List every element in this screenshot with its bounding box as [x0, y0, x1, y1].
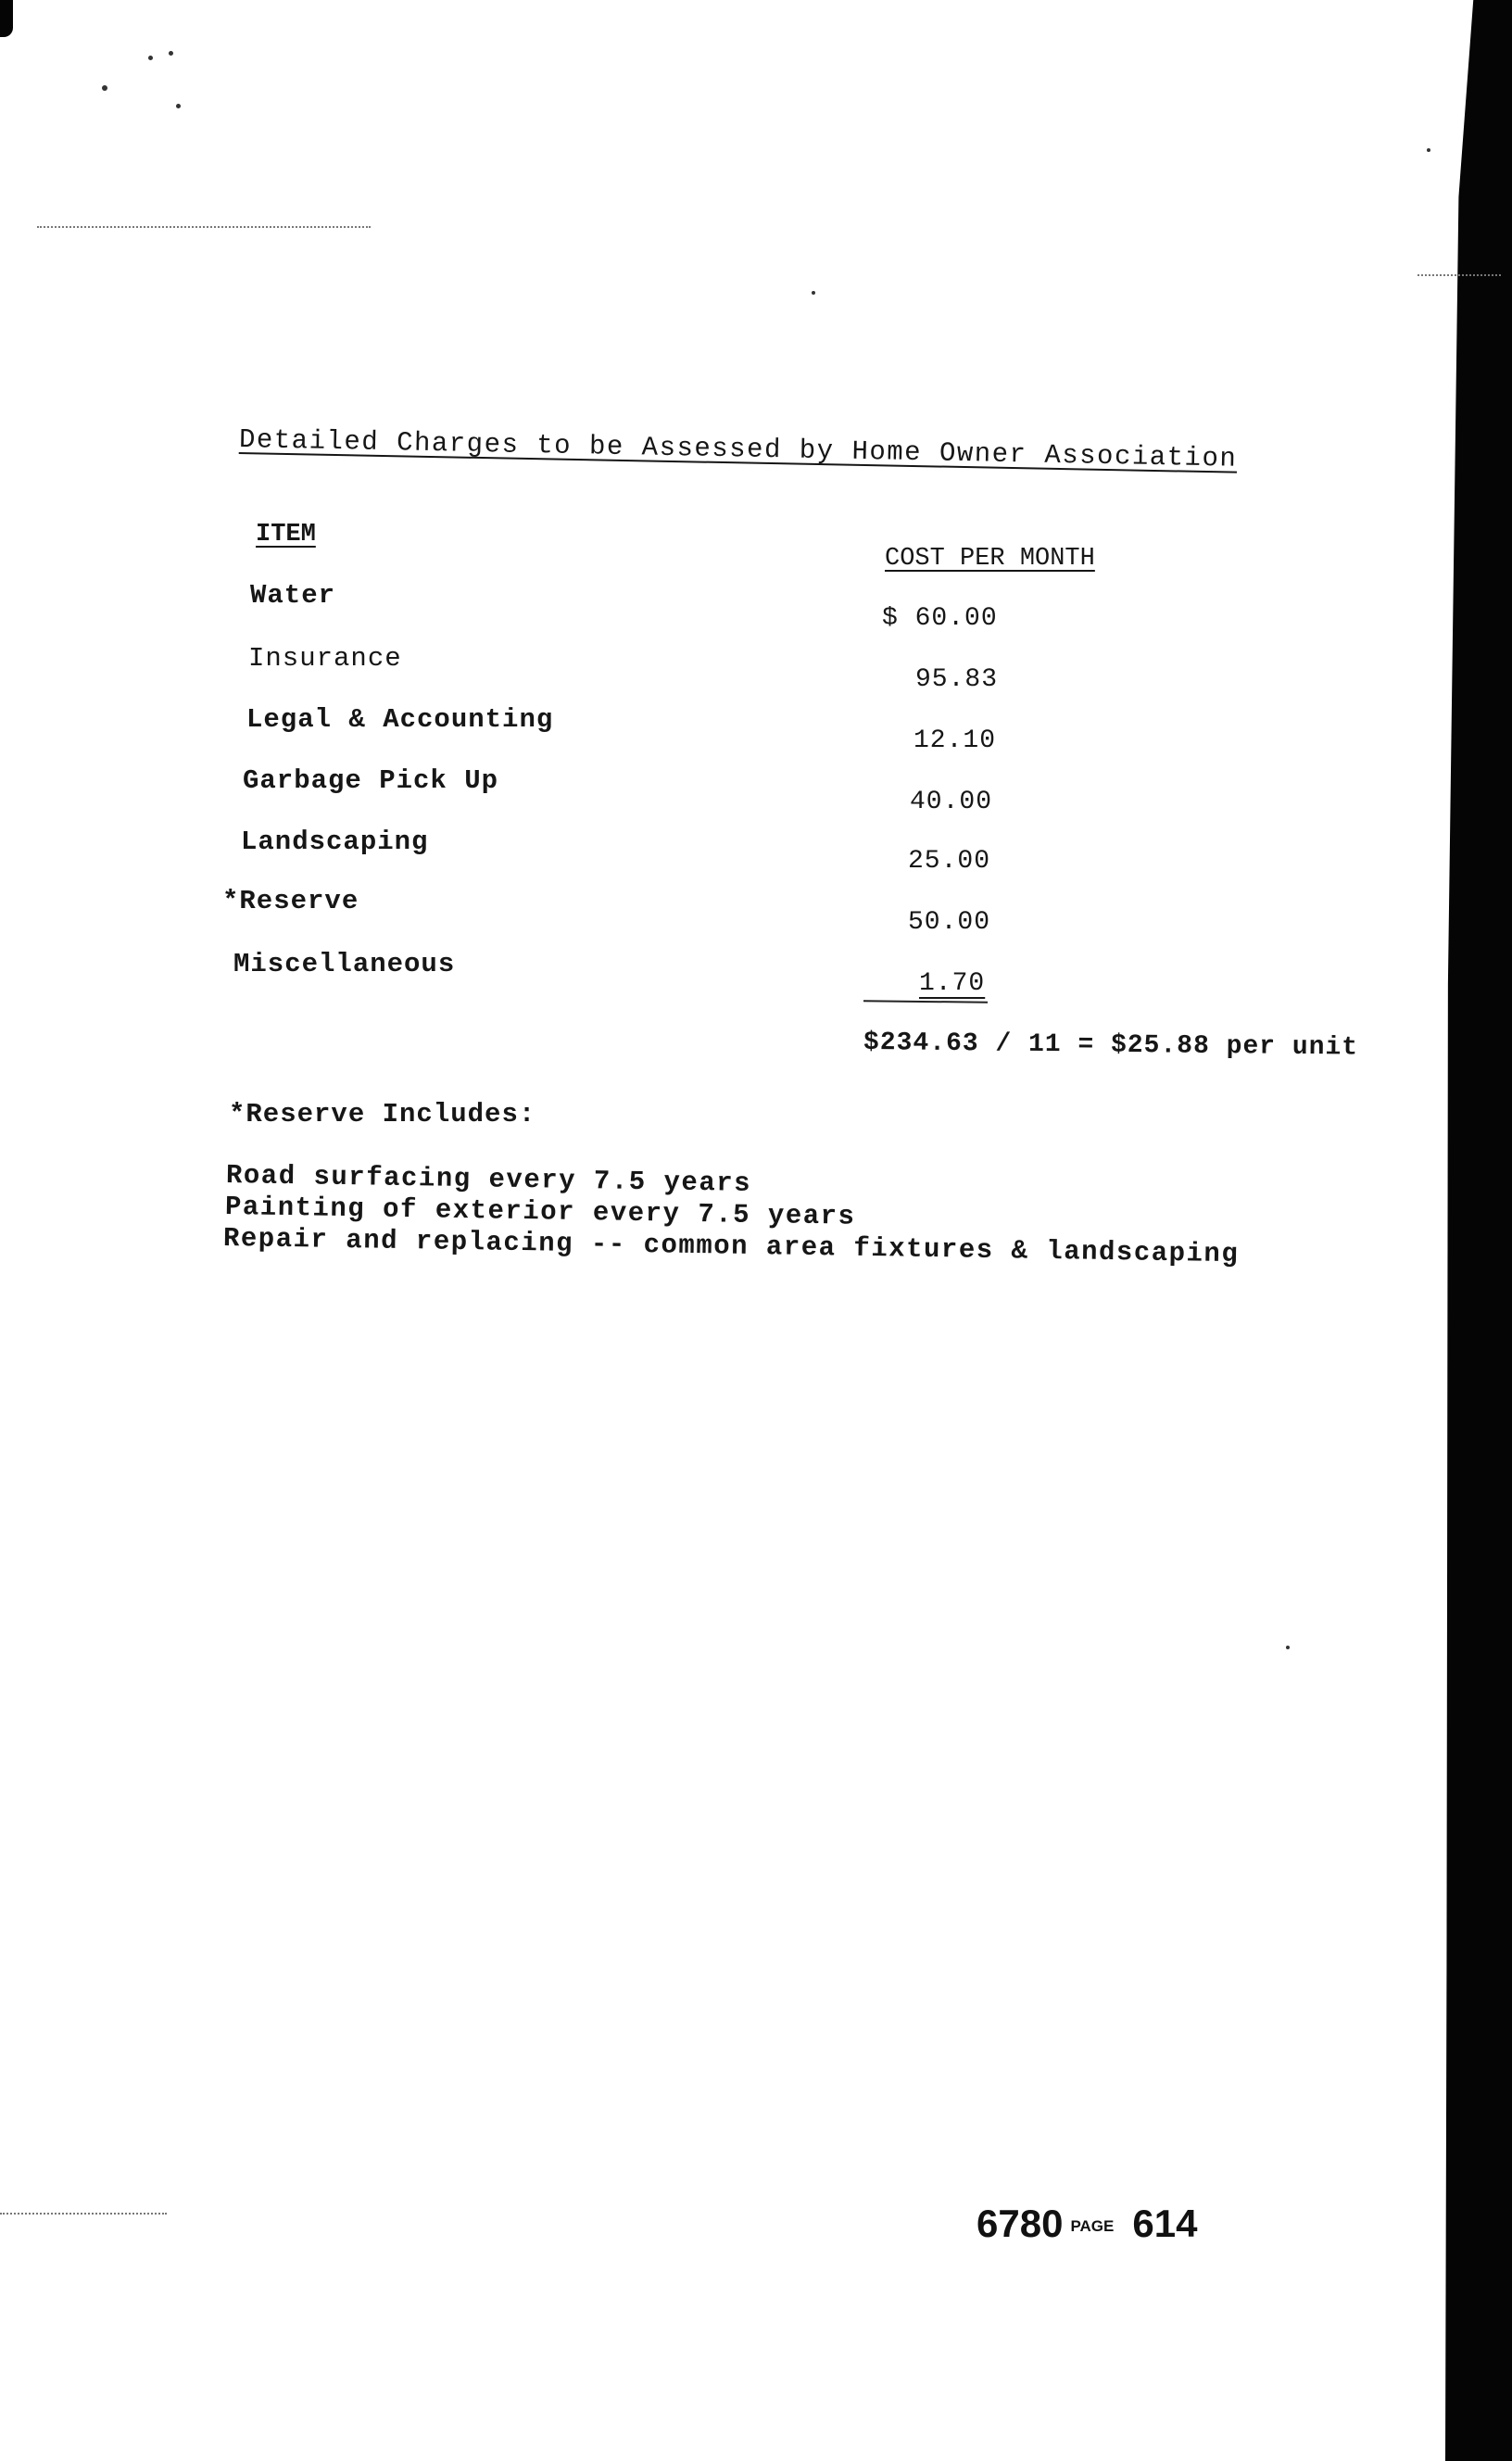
document-title: Detailed Charges to be Assessed by Home Owner Association [238, 424, 1238, 474]
item-label-landscaping: Landscaping [241, 827, 429, 857]
reserve-item-repair-replacing: Repair and replacing -- common area fixtures & landscaping [222, 1223, 1240, 1270]
reserve-item-road-surfacing: Road surfacing every 7.5 years [225, 1160, 752, 1199]
scan-speck [812, 291, 815, 295]
item-label-water: Water [250, 580, 336, 611]
scan-speck [102, 85, 107, 91]
scan-speck [1427, 148, 1430, 152]
scan-edge-shadow [1445, 0, 1512, 2461]
cost-value-legal-accounting: 12.10 [914, 726, 997, 755]
cost-column-header: COST PER MONTH [885, 545, 1095, 573]
item-label-reserve: *Reserve [222, 886, 359, 916]
scan-dash-line [0, 2213, 167, 2215]
cost-value-landscaping: 25.00 [908, 847, 991, 876]
cost-value-miscellaneous: 1.70 [919, 969, 986, 998]
item-label-legal-accounting: Legal & Accounting [246, 704, 554, 735]
item-column-header: ITEM [256, 521, 316, 549]
reserve-includes-heading: *Reserve Includes: [229, 1099, 536, 1130]
reserve-item-painting-exterior: Painting of exterior every 7.5 years [224, 1192, 856, 1232]
item-label-insurance: Insurance [248, 643, 402, 674]
scan-speck [176, 104, 181, 108]
subtotal-rule [863, 1000, 988, 1003]
book-page-stamp [976, 2202, 1197, 2246]
scan-speck [169, 51, 173, 56]
page-number: 614 [1132, 2202, 1198, 2245]
scan-speck [148, 56, 153, 60]
cost-value-water: $ 60.00 [882, 604, 998, 633]
scan-corner-shadow [0, 0, 13, 37]
cost-value-insurance: 95.83 [915, 665, 999, 694]
scan-dash-line [1418, 274, 1501, 276]
scan-dash-line [37, 226, 371, 228]
book-number: 6780 [976, 2202, 1064, 2245]
scan-speck [1286, 1646, 1290, 1649]
cost-value-reserve: 50.00 [908, 908, 991, 937]
item-label-miscellaneous: Miscellaneous [233, 949, 456, 979]
cost-value-garbage-pick-up: 40.00 [910, 788, 993, 816]
page-label: PAGE [1070, 2216, 1115, 2235]
item-label-garbage-pick-up: Garbage Pick Up [243, 765, 499, 796]
total-per-unit: $234.63 / 11 = $25.88 per unit [863, 1029, 1359, 1063]
